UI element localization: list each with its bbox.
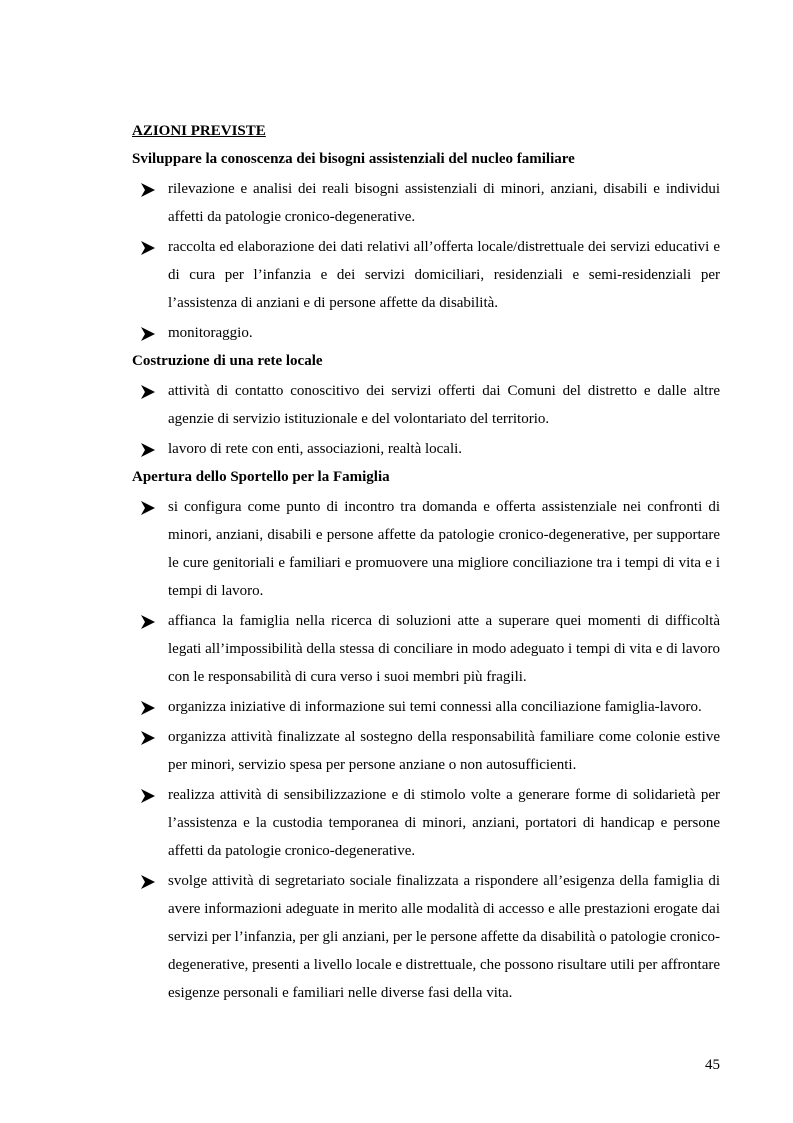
list-item bbox=[132, 493, 720, 605]
document-body bbox=[132, 121, 720, 1011]
list-item-text: realizza attività di sensibilizzazione e di stimolo volte a generare forme di solidarietà per l’assistenza e la custodia temporanea di minori, anziani, portatori di handicap e persone affetti da patologie cronico-degenerative. bbox=[168, 787, 720, 859]
subsection-title: Apertura dello Sportello per la Famiglia bbox=[132, 469, 390, 485]
list-item bbox=[132, 723, 720, 779]
bullet-list bbox=[132, 377, 720, 463]
arrow-bullet-icon bbox=[140, 500, 156, 516]
page-number: 45 bbox=[705, 1057, 720, 1073]
list-item bbox=[132, 607, 720, 691]
bullet-list bbox=[132, 175, 720, 347]
list-item-text: raccolta ed elaborazione dei dati relativi all’offerta locale/distrettuale dei servizi educativi e di cura per l’infanzia e dei servizi domiciliari, residenziali e semi-residenziali per l’assistenza di anziani e di persone affette da disabilità. bbox=[168, 239, 720, 311]
arrow-bullet-icon bbox=[140, 874, 156, 890]
list-item-text: monitoraggio. bbox=[168, 325, 253, 341]
list-item bbox=[132, 781, 720, 865]
list-item-text: svolge attività di segretariato sociale finalizzata a rispondere all’esigenza della famiglia di avere informazioni adeguate in merito alle modalità di accesso e alle prestazioni erogate dai servizi per l’infanzia, per gli anziani, per le persone affette da disabilità o patologie cronico-degenerative, presenti a livello locale e distrettuale, che possono risultare utili per affrontare esigenze personali e familiari nelle diverse fasi della vita. bbox=[168, 873, 721, 1001]
list-item-text: si configura come punto di incontro tra domanda e offerta assistenziale nei confronti di minori, anziani, disabili e persone affette da patologie cronico-degenerative, per supportare le cure genitoriali e familiari e promuovere una migliore conciliazione tra i tempi di vita e i tempi di lavoro. bbox=[168, 499, 720, 599]
sections-container bbox=[132, 149, 720, 1007]
list-item bbox=[132, 377, 720, 433]
arrow-bullet-icon bbox=[140, 788, 156, 804]
list-item-text: attività di contatto conoscitivo dei servizi offerti dai Comuni del distretto e dalle altre agenzie di servizio istituzionale e del volontariato del territorio. bbox=[168, 383, 720, 427]
arrow-bullet-icon bbox=[140, 240, 156, 256]
arrow-bullet-icon bbox=[140, 182, 156, 198]
list-item-text: lavoro di rete con enti, associazioni, realtà locali. bbox=[168, 441, 463, 457]
arrow-bullet-icon bbox=[140, 614, 156, 630]
list-item bbox=[132, 175, 720, 231]
section-heading: AZIONI PREVISTE bbox=[132, 123, 266, 139]
list-item-text: affianca la famiglia nella ricerca di soluzioni atte a superare quei momenti di difficoltà legati all’impossibilità della stessa di conciliare in modo adeguato i tempi di vita e di lavoro con le responsabilità di cura verso i suoi membri più fragili. bbox=[168, 613, 720, 685]
arrow-bullet-icon bbox=[140, 384, 156, 400]
list-item bbox=[132, 693, 720, 721]
subsection-title: Sviluppare la conoscenza dei bisogni assistenziali del nucleo familiare bbox=[132, 151, 575, 167]
arrow-bullet-icon bbox=[140, 442, 156, 458]
arrow-bullet-icon bbox=[140, 326, 156, 342]
list-item bbox=[132, 435, 720, 463]
subsection-title: Costruzione di una rete locale bbox=[132, 353, 323, 369]
bullet-list bbox=[132, 493, 720, 1007]
list-item bbox=[132, 867, 720, 1007]
arrow-bullet-icon bbox=[140, 700, 156, 716]
list-item-text: rilevazione e analisi dei reali bisogni assistenziali di minori, anziani, disabili e individui affetti da patologie cronico-degenerative. bbox=[168, 181, 720, 225]
list-item bbox=[132, 233, 720, 317]
list-item-text: organizza iniziative di informazione sui temi connessi alla conciliazione famiglia-lavoro. bbox=[168, 699, 702, 715]
arrow-bullet-icon bbox=[140, 730, 156, 746]
list-item bbox=[132, 319, 720, 347]
list-item-text: organizza attività finalizzate al sostegno della responsabilità familiare come colonie estive per minori, servizio spesa per persone anziane o non autosufficienti. bbox=[168, 729, 720, 773]
